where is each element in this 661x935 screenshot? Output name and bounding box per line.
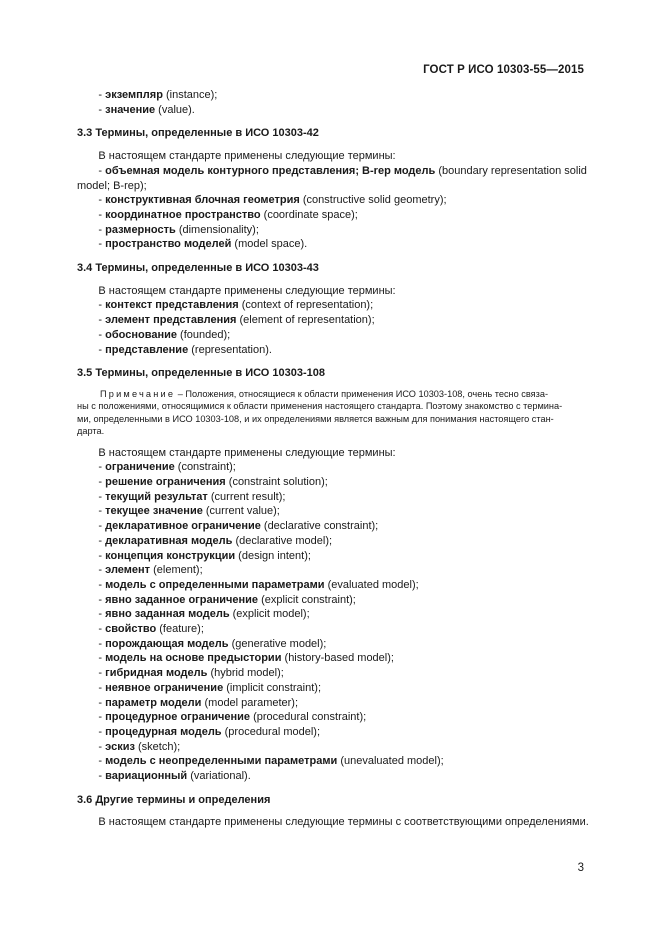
term-item [77, 504, 584, 519]
term: параметр модели [105, 696, 202, 709]
dash: - [98, 623, 106, 636]
term: текущий результат [105, 490, 208, 503]
term-item [77, 103, 584, 118]
term-translation: (procedural constraint); [250, 711, 367, 724]
term-translation: (current result); [207, 490, 286, 503]
section-intro [77, 815, 589, 830]
dash: - [98, 164, 106, 177]
term-translation: (instance); [162, 89, 218, 101]
term: элемент представления [105, 314, 237, 327]
dash: - [98, 549, 106, 562]
term-translation: (hybrid model); [207, 667, 284, 680]
section-heading-3-4: 3.4 Термины, определенные в ИСО 10303-43 [77, 262, 319, 275]
dash: - [98, 534, 106, 547]
term-list [77, 88, 584, 117]
note-text: – Положения, относящиеся к области применения ИСО 10303-108, очень тесно связа- [175, 388, 549, 399]
term: явно заданная модель [105, 608, 230, 621]
term: неявное ограничение [105, 681, 224, 694]
term-item [77, 328, 584, 343]
term-translation: (dimensionality); [175, 223, 259, 236]
term: вариационный [105, 770, 188, 783]
term-translation: (current value); [202, 505, 280, 518]
term-translation: (explicit constraint); [258, 593, 356, 606]
term-item [77, 563, 584, 578]
term-item [77, 475, 584, 490]
term: модель с определенными параметрами [105, 578, 325, 591]
term-translation: (constructive solid geometry); [299, 194, 447, 207]
term-item [77, 193, 584, 208]
intro-text: В настоящем стандарте применены следующие термины: [98, 150, 396, 163]
term-item [77, 343, 584, 358]
term: декларативная модель [105, 534, 233, 547]
dash: - [98, 681, 106, 694]
term-translation: (declarative constraint); [260, 520, 379, 533]
page-number: 3 [577, 862, 584, 874]
term: эскиз [105, 740, 135, 753]
term: декларативное ограничение [105, 520, 261, 533]
term-item [77, 208, 584, 223]
section-heading-3-5: 3.5 Термины, определенные в ИСО 10303-108 [77, 367, 325, 380]
dash: - [98, 564, 106, 577]
term-translation: (sketch); [134, 740, 181, 753]
term-item [77, 681, 584, 696]
term: модель на основе предыстории [105, 652, 282, 665]
dash: - [98, 208, 106, 221]
dash: - [98, 711, 106, 724]
term-item [77, 622, 584, 637]
term: объемная модель контурного представления; B-rep модель [105, 164, 436, 177]
term-translation: (explicit model); [229, 608, 310, 621]
term-translation: (constraint); [174, 461, 236, 474]
dash: - [98, 578, 106, 591]
intro-text: В настоящем стандарте применены следующие термины: [98, 284, 396, 297]
term-translation: (element); [150, 564, 203, 577]
term-item [77, 534, 584, 549]
document-body [77, 88, 589, 830]
term-list [77, 460, 584, 783]
dash: - [98, 103, 106, 116]
term-translation: (implicit constraint); [223, 681, 321, 694]
section-heading-3-3: 3.3 Термины, определенные в ИСО 10303-42 [77, 127, 319, 140]
term-item [77, 313, 584, 328]
term-item [77, 593, 584, 608]
term-item [77, 769, 584, 784]
term-item [77, 460, 584, 475]
term: размерность [105, 223, 176, 236]
term-translation: (variational). [187, 770, 251, 783]
term: процедурное ограничение [105, 711, 251, 724]
term: значение [105, 103, 156, 116]
dash: - [98, 194, 106, 207]
term: элемент [105, 564, 151, 577]
term: гибридная модель [105, 667, 208, 680]
dash: - [98, 490, 106, 503]
term-item [77, 578, 584, 593]
term: модель с неопределенными параметрами [105, 755, 338, 768]
term: контекст представления [105, 299, 239, 312]
dash: - [98, 593, 106, 606]
term: экземпляр [105, 89, 163, 101]
term-translation: (boundary representation solid [435, 164, 587, 177]
term-translation: (founded); [176, 328, 231, 341]
dash: - [98, 652, 106, 665]
dash: - [98, 223, 106, 236]
term: обоснование [105, 328, 177, 341]
term: процедурная модель [105, 725, 222, 738]
term-item [77, 725, 584, 740]
intro-text: В настоящем стандарте применены следующие термины: [98, 446, 396, 459]
term: решение ограничения [105, 475, 226, 488]
term-item [77, 637, 584, 652]
term-translation: (context of representation); [238, 299, 374, 312]
dash: - [98, 328, 106, 341]
dash: - [98, 461, 106, 474]
term-list [77, 298, 584, 357]
dash: - [98, 314, 106, 327]
term: ограничение [105, 461, 175, 474]
term-item [77, 666, 584, 681]
term-translation: (value). [155, 103, 195, 116]
term-item [77, 88, 584, 103]
term-item-continuation: model; B-rep); [77, 179, 147, 192]
term: представление [105, 343, 189, 356]
term-translation: (feature); [156, 623, 204, 636]
term-item [77, 651, 584, 666]
term-translation: (representation). [188, 343, 272, 356]
term-translation: (generative model); [228, 637, 327, 650]
dash: - [98, 520, 106, 533]
term: свойство [105, 623, 157, 636]
document-header: ГОСТ Р ИСО 10303-55—2015 [423, 64, 584, 76]
dash: - [98, 637, 106, 650]
term-translation: (history-based model); [281, 652, 394, 665]
dash: - [98, 696, 106, 709]
dash: - [98, 343, 106, 356]
section-intro [77, 149, 584, 164]
dash: - [98, 475, 106, 488]
section-intro [77, 446, 584, 461]
term-item [77, 490, 584, 505]
term-translation: (evaluated model); [324, 578, 419, 591]
note-text: ми, определенными в ИСО 10303-108, и их определениями является важным для понимания настоящего стан- [77, 413, 554, 424]
term-item [77, 607, 584, 622]
term-item [77, 519, 584, 534]
term-item [77, 298, 584, 313]
term-item [77, 696, 584, 711]
term: конструктивная блочная геометрия [105, 194, 300, 207]
term: координатное пространство [105, 208, 261, 221]
term-translation: (constraint solution); [225, 475, 328, 488]
dash: - [98, 770, 106, 783]
dash: - [98, 667, 106, 680]
note-label: Примечание [99, 388, 176, 399]
term-item [77, 740, 584, 755]
term-translation: (procedural model); [221, 725, 321, 738]
term-item [77, 223, 584, 238]
term-translation: (model parameter); [201, 696, 299, 709]
term: концепция конструкции [105, 549, 236, 562]
term-translation: (coordinate space); [260, 208, 358, 221]
dash: - [98, 505, 106, 518]
dash: - [98, 740, 106, 753]
term: пространство моделей [105, 238, 232, 251]
term-item [77, 754, 584, 769]
note-text: дарта. [77, 426, 105, 437]
section-heading-3-6: 3.6 Другие термины и определения [77, 793, 271, 806]
dash: - [98, 238, 106, 251]
term-item [77, 549, 584, 564]
dash: - [98, 608, 106, 621]
dash: - [98, 725, 106, 738]
term-translation: (model space). [231, 238, 308, 251]
dash: - [98, 755, 106, 768]
dash: - [98, 299, 106, 312]
term-item [77, 164, 587, 179]
term-translation: (design intent); [235, 549, 311, 562]
section-intro [77, 284, 584, 299]
term-translation: (declarative model); [232, 534, 333, 547]
term-item [77, 237, 584, 252]
term: явно заданное ограничение [105, 593, 259, 606]
term: порождающая модель [105, 637, 229, 650]
term-translation: (element of representation); [236, 314, 375, 327]
term-item [77, 710, 584, 725]
term-translation: (unevaluated model); [337, 755, 444, 768]
term-list [77, 193, 584, 252]
intro-text: В настоящем стандарте применены следующие термины с соответствующими определениями. [98, 816, 589, 829]
dash: - [98, 89, 106, 101]
note [77, 388, 584, 438]
note-text: ны с положениями, относящимися к области применения настоящего стандарта. Поэтому знакомство с термина- [77, 401, 563, 412]
term: текущее значение [105, 505, 203, 518]
